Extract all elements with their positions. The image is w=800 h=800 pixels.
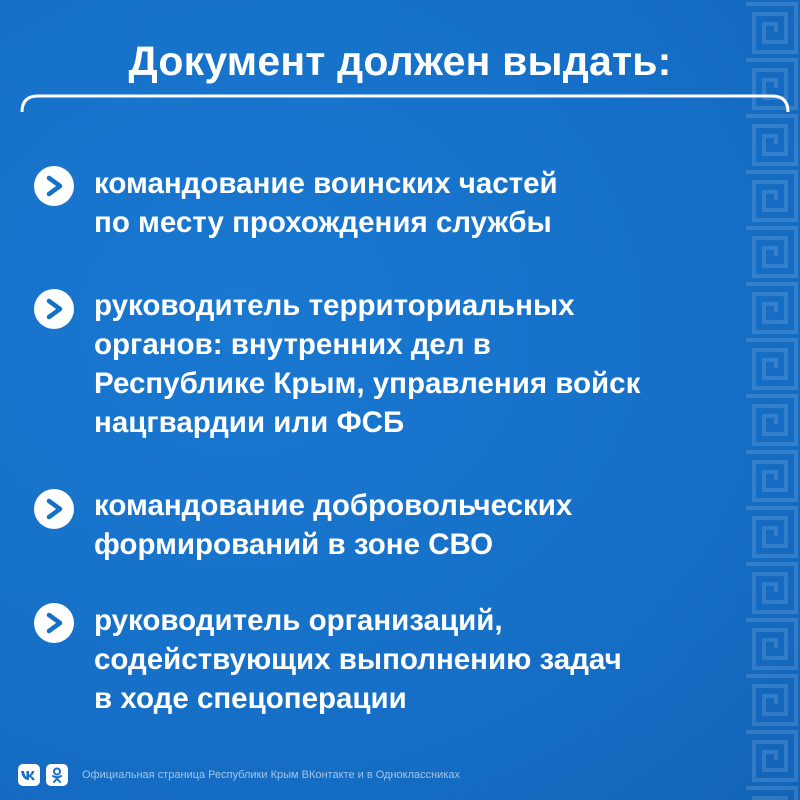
list-item (94, 486, 784, 564)
vk-icon[interactable] (18, 764, 40, 786)
bullet-chevron-icon (34, 603, 74, 643)
list-item (94, 164, 784, 242)
bullet-chevron-icon (34, 166, 74, 206)
bullet-chevron-icon (34, 289, 74, 329)
item-line: нацгвардии или ФСБ (94, 406, 405, 439)
item-line: формирований в зоне СВО (94, 528, 494, 561)
item-line: руководитель территориальных (94, 289, 575, 322)
page-title: Документ должен выдать: (128, 38, 672, 84)
footer (18, 764, 460, 786)
footer-text: Официальная страница Республики Крым ВКонтакте и в Одноклассниках (82, 769, 461, 781)
item-line: органов: внутренних дел в (94, 328, 491, 361)
item-line: Республике Крым, управления войск (94, 367, 641, 400)
bullet-chevron-icon (34, 489, 74, 529)
item-line: по месту прохождения службы (94, 206, 552, 239)
item-line: руководитель организаций, (94, 604, 503, 637)
item-line: командование добровольческих (94, 489, 573, 522)
title-underline (20, 92, 790, 114)
item-line: командование воинских частей (94, 167, 558, 200)
list-item (94, 286, 784, 442)
item-line: в ходе спецоперации (94, 682, 407, 715)
item-line: содействующих выполнению задач (94, 643, 622, 676)
odnoklassniki-icon[interactable] (46, 764, 68, 786)
list-item (94, 601, 784, 718)
